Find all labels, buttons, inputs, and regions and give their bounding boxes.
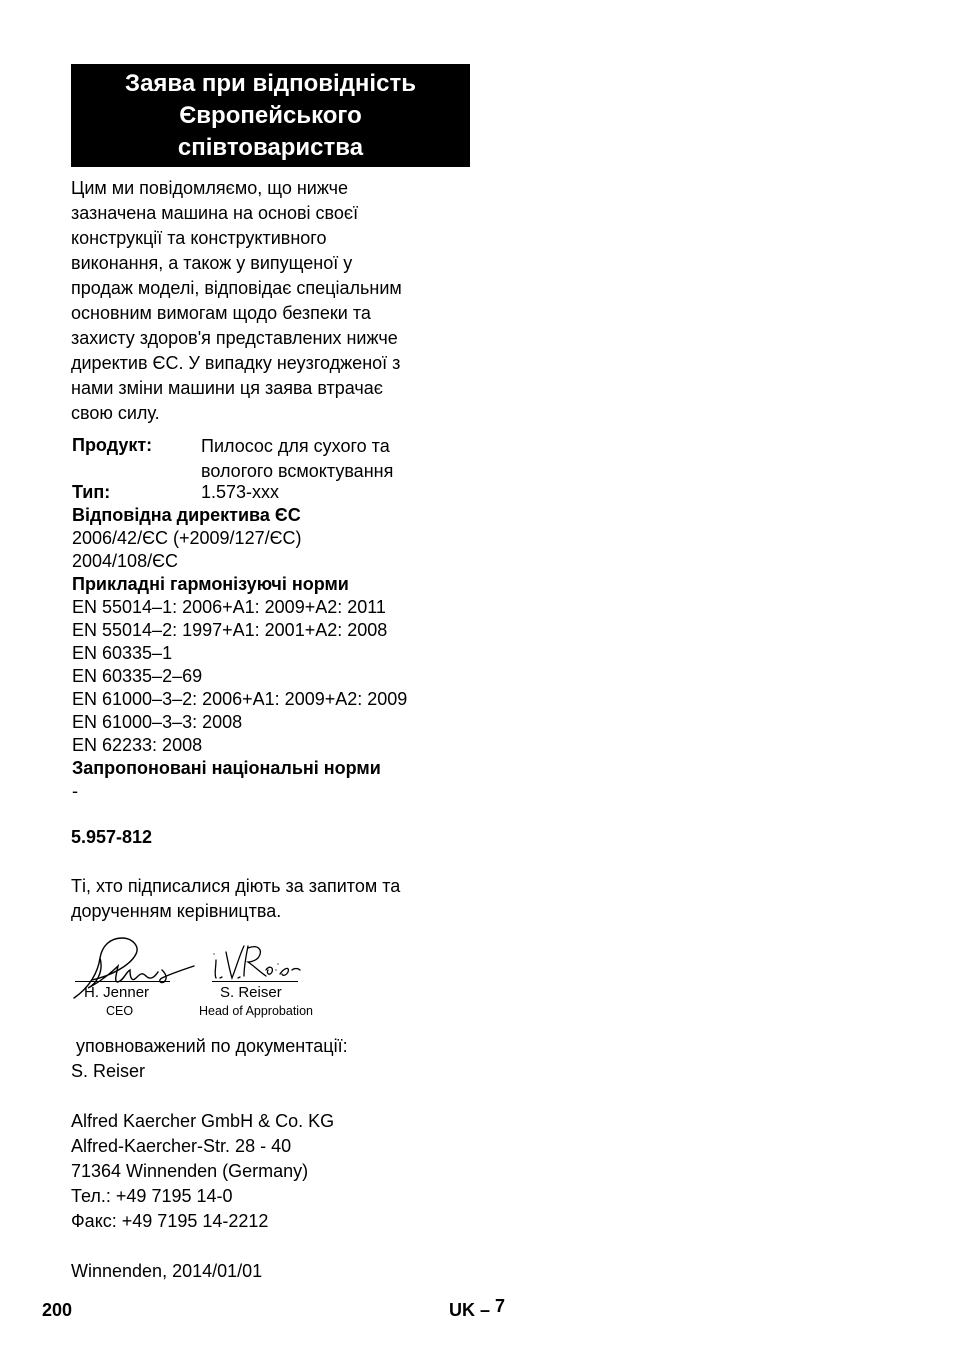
- page-number: 200: [42, 1300, 73, 1320]
- address-line: Alfred Kaercher GmbH & Co. KG: [71, 1111, 335, 1131]
- harmonized-item: EN 55014–2: 1997+A1: 2001+A2: 2008: [72, 620, 388, 640]
- documentation-label: уповноважений по документації:: [71, 1036, 348, 1056]
- product-value-line: Пилосос для сухого та: [201, 436, 390, 456]
- intro-line: захисту здоров'я представлених нижче: [71, 328, 398, 348]
- signers-note-line: дорученням керівництва.: [71, 901, 282, 921]
- intro-line: конструкції та конструктивного: [71, 228, 327, 248]
- intro-line: Цим ми повідомляємо, що нижче: [71, 178, 349, 198]
- national-value: -: [72, 781, 78, 801]
- directives-heading: Відповідна директива ЄС: [72, 505, 301, 525]
- product-value: [201, 434, 393, 484]
- footer-section-label: UK –: [449, 1300, 496, 1320]
- signature-reiser-image: [208, 940, 304, 982]
- intro-line: зазначена машина на основі своєї: [71, 203, 359, 223]
- directive-item: 2006/42/ЄС (+2009/127/ЄС): [72, 528, 302, 548]
- signer-role-jenner: CEO: [106, 1004, 134, 1018]
- footer-section: [449, 1296, 506, 1321]
- harmonized-item: EN 60335–1: [72, 643, 173, 663]
- title-line-3: співтовариства: [177, 133, 364, 161]
- directive-item: 2004/108/ЄС: [72, 551, 179, 571]
- signer-name-jenner: H. Jenner: [84, 984, 150, 1001]
- product-value-line: вологого всмоктування: [201, 461, 394, 481]
- norms-section: [72, 504, 407, 803]
- address-line: Факс: +49 7195 14-2212: [71, 1211, 269, 1231]
- harmonized-heading: Прикладні гармонізуючі норми: [72, 574, 349, 594]
- product-label: Продукт:: [72, 435, 153, 455]
- signature-line-reiser: [212, 981, 298, 982]
- harmonized-item: EN 55014–1: 2006+A1: 2009+A2: 2011: [72, 597, 386, 617]
- intro-line: виконання, а також у випущеної у: [71, 253, 353, 273]
- company-address: [71, 1109, 334, 1234]
- signers-note: [71, 874, 400, 924]
- signers-note-line: Ті, хто підписалися діють за запитом та: [71, 876, 401, 896]
- page-title: [71, 64, 470, 167]
- signer-name-reiser: S. Reiser: [220, 984, 282, 1001]
- harmonized-item: EN 61000–3–2: 2006+A1: 2009+A2: 2009: [72, 689, 408, 709]
- documentation-block: [71, 1034, 348, 1084]
- intro-line: нами зміни машини ця заява втрачає: [71, 378, 383, 398]
- type-value: 1.573-xxx: [201, 482, 280, 502]
- signer-role-reiser: Head of Approbation: [199, 1004, 313, 1018]
- signature-line-jenner: [75, 981, 170, 982]
- documentation-name: S. Reiser: [71, 1061, 146, 1081]
- harmonized-item: EN 60335–2–69: [72, 666, 203, 686]
- intro-line: свою силу.: [71, 403, 160, 423]
- intro-line: основним вимогам щодо безпеки та: [71, 303, 371, 323]
- intro-paragraph: [71, 176, 471, 426]
- harmonized-item: EN 61000–3–3: 2008: [72, 712, 243, 732]
- intro-line: продаж моделі, відповідає спеціальним: [71, 278, 402, 298]
- title-line-1: Заява при відповідність: [125, 69, 416, 97]
- type-label: Тип:: [72, 482, 111, 502]
- place-date: Winnenden, 2014/01/01: [71, 1261, 263, 1281]
- footer-section-page: 7: [495, 1296, 506, 1316]
- address-line: Тел.: +49 7195 14-0: [71, 1186, 233, 1206]
- intro-line: директив ЄС. У випадку неузгодженої з: [71, 353, 401, 373]
- title-line-2: Європейського: [179, 101, 362, 129]
- address-line: Alfred-Kaercher-Str. 28 - 40: [71, 1136, 292, 1156]
- address-line: 71364 Winnenden (Germany): [71, 1161, 309, 1181]
- national-heading: Запропоновані національні норми: [72, 758, 381, 778]
- harmonized-item: EN 62233: 2008: [72, 735, 203, 755]
- document-number: 5.957-812: [71, 827, 153, 847]
